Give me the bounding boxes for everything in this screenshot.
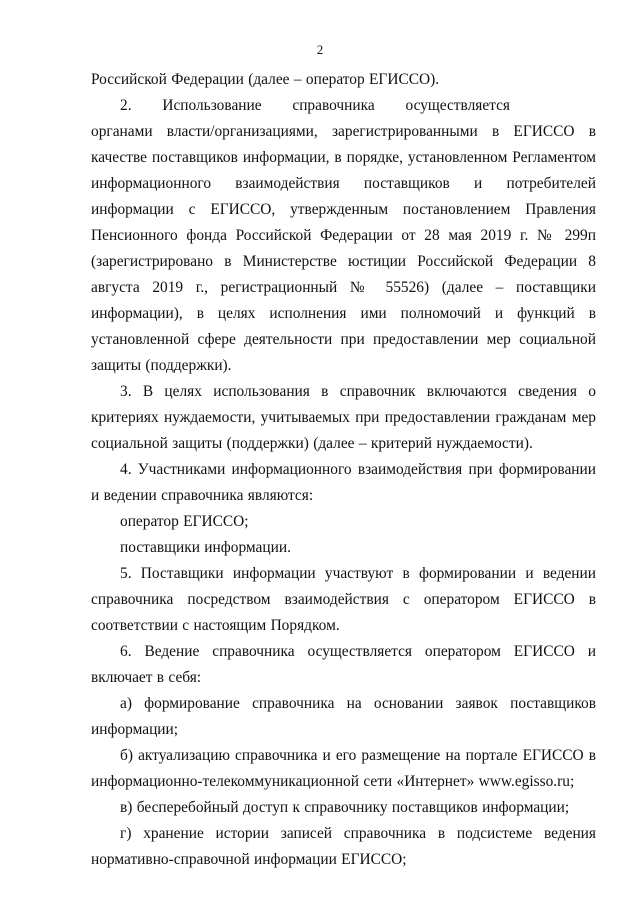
paragraph: 3. В целях использования в справочник включаются сведения о критериях нуждаемости, учитываемых при предоставлении гражданам мер социальной защиты (поддержки) (далее – критерий нуждаемости).	[91, 383, 596, 452]
paragraph: оператор ЕГИССО;	[120, 513, 249, 530]
paragraph: поставщики информации.	[120, 539, 291, 556]
paragraph: а) формирование справочника на основании заявок поставщиков информации;	[91, 695, 596, 738]
paragraph: 2. Использование справочника осуществляется органами власти/организациями, зарегистрированными в ЕГИССО в качестве поставщиков информации, в порядке, установленном Регламентом информационного взаимодействия поставщиков и потребителей информации с ЕГИССО, утвержденным постановлением Правления Пенсионного фонда Российской Федерации от 28 мая 2019 г. № 299п (зарегистрировано в Министерстве юстиции Российской Федерации 8 августа 2019 г., регистрационный № 55526) (далее – поставщики информации), в целях исполнения ими полномочий и функций в установленной сфере деятельности при предоставлении мер социальной защиты (поддержки).	[91, 97, 596, 374]
paragraph: в) бесперебойный доступ к справочнику поставщиков информации;	[120, 799, 570, 816]
paragraph: Российской Федерации (далее – оператор ЕГИССО).	[91, 71, 440, 88]
page-number: 2	[316, 42, 324, 57]
paragraph: 5. Поставщики информации участвуют в формировании и ведении справочника посредством взаимодействия с оператором ЕГИССО в соответствии с настоящим Порядком.	[91, 565, 596, 634]
paragraph: г) хранение истории записей справочника в подсистеме ведения нормативно-справочной информации ЕГИССО;	[91, 825, 596, 868]
paragraph: б) актуализацию справочника и его размещение на портале ЕГИССО в информационно-телекоммуникационной сети «Интернет» www.egisso.ru;	[91, 747, 596, 790]
paragraph: 4. Участниками информационного взаимодействия при формировании и ведении справочника являются:	[91, 461, 596, 504]
document-body	[91, 67, 596, 873]
paragraph: 6. Ведение справочника осуществляется оператором ЕГИССО и включает в себя:	[91, 643, 596, 686]
